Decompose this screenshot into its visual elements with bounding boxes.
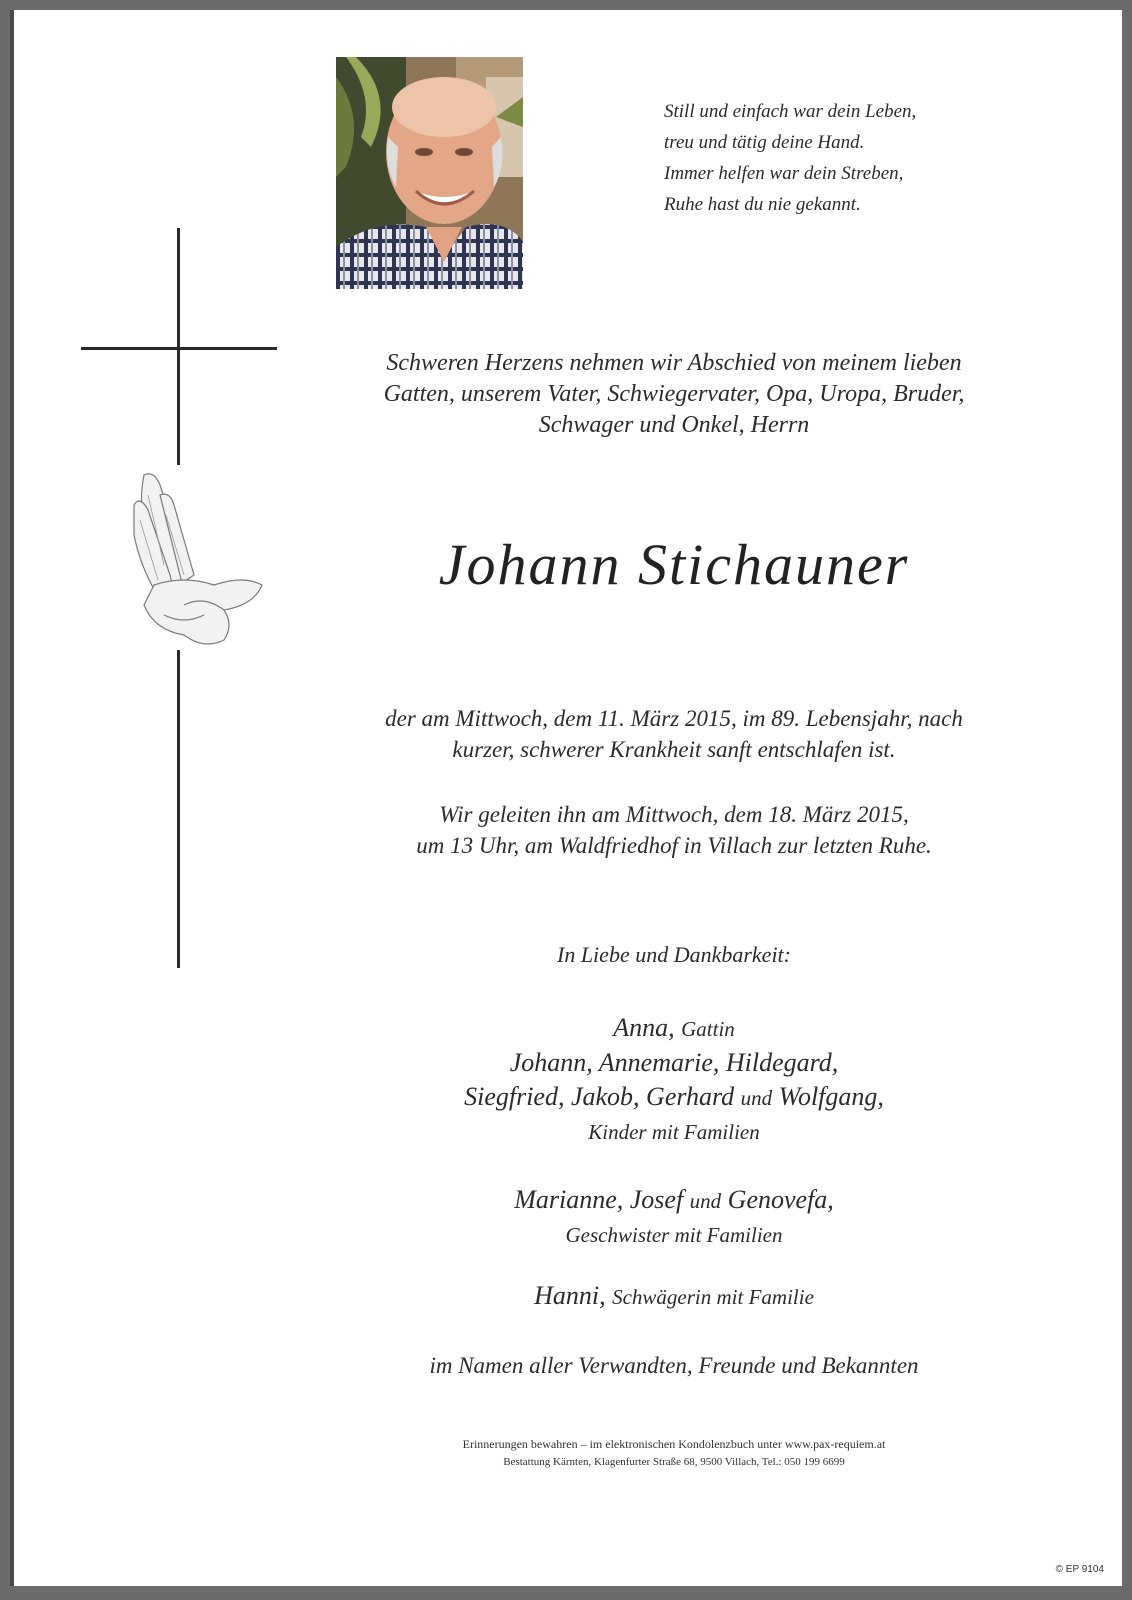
funeral-line: um 13 Uhr, am Waldfriedhof in Villach zur letzten Ruhe. bbox=[416, 833, 932, 858]
sister-in-law-name: Hanni, bbox=[534, 1281, 606, 1310]
sibling-names: Genovefa, bbox=[727, 1185, 834, 1214]
deceased-name: Johann Stichauner bbox=[438, 532, 910, 597]
spouse-role: Gattin bbox=[681, 1017, 735, 1041]
poem-line: Immer helfen war dein Streben, bbox=[664, 163, 904, 184]
document-code: © EP 9104 bbox=[1055, 1564, 1104, 1575]
death-notice bbox=[284, 703, 1064, 765]
siblings-role: Geschwister mit Familien bbox=[565, 1223, 783, 1247]
portrait-photo bbox=[336, 57, 523, 289]
obituary-page bbox=[10, 10, 1122, 1586]
family-line bbox=[284, 1080, 1064, 1115]
spouse-name: Anna, bbox=[613, 1013, 675, 1042]
portrait-image bbox=[336, 57, 523, 289]
death-line: der am Mittwoch, dem 11. März 2015, im 89. Lebensjahr, nach bbox=[385, 706, 963, 731]
death-line: kurzer, schwerer Krankheit sanft entschlafen ist. bbox=[452, 737, 896, 762]
praying-hands-icon bbox=[124, 465, 264, 650]
funeral-notice bbox=[284, 799, 1064, 861]
children-names: Wolfgang, bbox=[778, 1082, 884, 1111]
sister-in-law-role: Schwägerin mit Familie bbox=[612, 1285, 814, 1309]
poem bbox=[664, 96, 1084, 220]
cross-horizontal-bar bbox=[81, 347, 277, 350]
intro-text bbox=[284, 348, 1064, 441]
family-group-sister-in-law bbox=[284, 1279, 1064, 1314]
footer-undertaker-address: Bestattung Kärnten, Klagenfurter Straße 68, 9500 Villach, Tel.: 050 199 6699 bbox=[503, 1456, 845, 1468]
intro-line: Gatten, unserem Vater, Schwiegervater, Opa, Uropa, Bruder, bbox=[383, 381, 965, 407]
closing-text: im Namen aller Verwandten, Freunde und Bekannten bbox=[429, 1353, 919, 1378]
intro-line: Schwager und Onkel, Herrn bbox=[538, 412, 810, 438]
conjunction: und bbox=[740, 1086, 773, 1110]
funeral-line: Wir geleiten ihn am Mittwoch, dem 18. März 2015, bbox=[439, 802, 909, 827]
footer-condolence-note: Erinnerungen bewahren – im elektronischen Kondolenzbuch unter www.pax-requiem.at bbox=[462, 1437, 886, 1451]
family-group-siblings bbox=[284, 1183, 1064, 1252]
family-line bbox=[284, 1183, 1064, 1218]
children-names: Siegfried, Jakob, Gerhard bbox=[464, 1082, 735, 1111]
sibling-names: Marianne, Josef bbox=[514, 1185, 684, 1214]
thanks-heading: In Liebe und Dankbarkeit: bbox=[557, 942, 791, 967]
children-names: Johann, Annemarie, Hildegard, bbox=[509, 1048, 839, 1077]
children-role: Kinder mit Familien bbox=[588, 1120, 760, 1144]
family-group-children bbox=[284, 1011, 1064, 1149]
poem-line: Ruhe hast du nie gekannt. bbox=[664, 194, 861, 215]
intro-line: Schweren Herzens nehmen wir Abschied von meinem lieben bbox=[386, 350, 962, 376]
poem-line: Still und einfach war dein Leben, bbox=[664, 101, 917, 122]
family-line bbox=[284, 1011, 1064, 1046]
poem-line: treu und tätig deine Hand. bbox=[664, 132, 865, 153]
conjunction: und bbox=[689, 1189, 722, 1213]
